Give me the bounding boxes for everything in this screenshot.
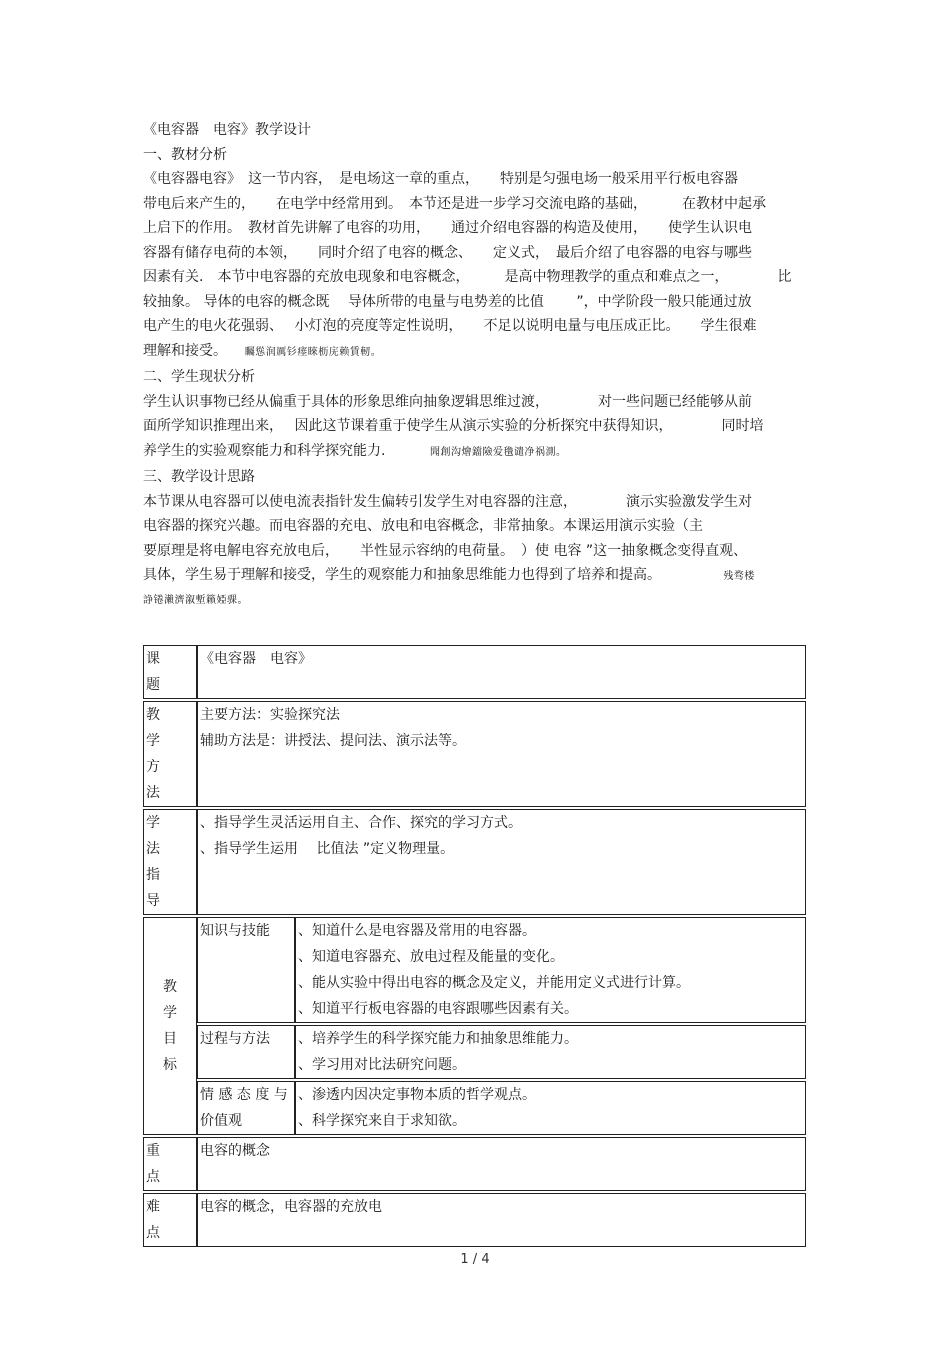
label-char: 法 xyxy=(146,841,160,857)
method-line: 主要方法：实验探究法 xyxy=(200,707,340,723)
s1-line: 带电后来产生的， 在电学中经常用到。 本节还是进一步学习交流电路的基础， 在教材中起承 xyxy=(143,195,766,212)
s3-garbled-text-1: 残骛楼 xyxy=(723,571,755,582)
label-char: 指 xyxy=(146,867,160,883)
label-char: 学 xyxy=(163,1005,177,1021)
s3-line: 本节课从电容器可以使电流表指针发生偏转引发学生对电容器的注意， 演示实验激发学生对 xyxy=(143,493,752,510)
goal-item: 、渗透内因决定事物本质的哲学观点。 xyxy=(298,1087,536,1103)
label-char: 题 xyxy=(146,677,160,693)
s1-last-text: 理解和接受。 xyxy=(143,342,227,359)
s1-line: 上启下的作用。 教材首先讲解了电容的功用， 通过介绍电容器的构造及使用， 使学生认识电 xyxy=(143,220,752,236)
s1-line: 较抽象。 导体的电容的概念既 导体所带的电量与电势差的比值 ”，中学阶段一般只能通过放 xyxy=(143,293,752,310)
s2-line: 学生认识事物已经从偏重于具体的形象思维向抽象逻辑思维过渡， 对一些问题已经能够从前 xyxy=(143,393,752,410)
goal-items-process xyxy=(295,1025,806,1079)
s3-last-text: 具体，学生易于理解和接受，学生的观察能力和抽象思维能力也得到了培养和提高。 xyxy=(143,567,661,583)
section-3-heading: 三、教学设计思路 xyxy=(143,469,255,485)
goal-items-knowledge xyxy=(295,917,806,1023)
goal-item: 、培养学生的科学探究能力和抽象思维能力。 xyxy=(298,1031,578,1047)
row-label-topic xyxy=(143,645,197,699)
s2-last-line xyxy=(143,439,808,466)
s3-line: 要原理是将电解电容充放电后， 半性显示容纳的电荷量。 ）使 电容 ”这一抽象概念变得直观、 xyxy=(143,542,748,559)
label-char: 法 xyxy=(146,785,160,801)
category-line: 情 感 态 度 与 xyxy=(200,1087,288,1103)
label-char: 教 xyxy=(163,979,177,995)
s2-last-text: 养学生的实验观察能力和科学探究能力. xyxy=(143,442,386,459)
table-row-study-guidance xyxy=(143,809,806,915)
label-char: 导 xyxy=(146,893,160,909)
goal-item: 、知道什么是电容器及常用的电容器。 xyxy=(298,923,536,939)
s1-line: 因素有关. 本节中电容器的充放电现象和电容概念， 是高中物理教学的重点和难点之一， 比 xyxy=(143,269,792,285)
guidance-line: 、指导学生运用 比值法 ”定义物理量。 xyxy=(200,841,455,857)
s1-line: 《电容器电容》 这一节内容， 是电场这一章的重点， 特别是匀强电场一般采用平行板电容器 xyxy=(143,171,738,187)
s1-line: 容器有储存电荷的本领， 同时介绍了电容的概念、 定义式， 最后介绍了电容器的电容与哪些 xyxy=(143,244,752,261)
goal-item: 、知道平行板电容器的电容跟哪些因素有关。 xyxy=(298,1001,578,1017)
page-number: 1 / 4 xyxy=(460,1252,490,1267)
s1-line: 电产生的电火花强弱、 小灯泡的亮度等定性说明， 不足以说明电量与电压成正比。 学生很难 xyxy=(143,318,757,334)
document-body xyxy=(143,118,808,610)
label-char: 重 xyxy=(146,1143,160,1159)
goal-items-attitude xyxy=(295,1081,806,1135)
doc-title: 《电容器 电容》教学设计 xyxy=(143,122,311,138)
row-label-teaching-goals xyxy=(143,917,197,1135)
label-char: 学 xyxy=(146,815,160,831)
goal-category-knowledge: 知识与技能 xyxy=(197,917,295,1023)
table-row-goal-knowledge xyxy=(143,917,806,1023)
s2-garbled-text: 聞創沟燴鐺險爱氇谴净祸測。 xyxy=(429,446,567,458)
difficulty-content: 电容的概念，电容器的充放电 xyxy=(197,1193,806,1247)
table-row-difficulty xyxy=(143,1193,806,1247)
table-row-topic xyxy=(143,645,806,699)
goal-item: 、科学探究来自于求知欲。 xyxy=(298,1113,466,1129)
goal-category-attitude xyxy=(197,1081,295,1135)
row-label-study-guidance xyxy=(143,809,197,915)
method-line: 辅助方法是：讲授法、提问法、演示法等。 xyxy=(200,733,466,749)
label-char: 教 xyxy=(146,707,160,723)
label-char: 学 xyxy=(146,733,160,749)
s3-garbled-text-2: 諍锩瀨濟溆塹籟婭骒。 xyxy=(143,594,248,606)
key-point-content: 电容的概念 xyxy=(197,1137,806,1191)
s1-garbled-text: 矚慫润厲钐瘗睞枥庑赖賃軔。 xyxy=(244,346,382,358)
s3-last-line xyxy=(143,563,808,590)
study-guidance-content xyxy=(197,809,806,915)
label-char: 方 xyxy=(146,759,160,775)
topic-content: 《电容器 电容》 xyxy=(197,645,806,699)
teaching-method-content xyxy=(197,701,806,807)
category-line: 价值观 xyxy=(200,1113,242,1129)
goal-item: 、知道电容器充、放电过程及能量的变化。 xyxy=(298,949,564,965)
label-char: 课 xyxy=(146,651,160,667)
s3-garbled-line xyxy=(143,590,808,610)
label-char: 点 xyxy=(146,1169,160,1185)
label-char: 点 xyxy=(146,1225,160,1241)
row-label-difficulty xyxy=(143,1193,197,1247)
table-row-key-point xyxy=(143,1137,806,1191)
s2-line: 面所学知识推理出来， 因此这节课着重于使学生从演示实验的分析探究中获得知识， 同时培 xyxy=(143,418,764,434)
lesson-plan-table xyxy=(143,643,806,1249)
label-char: 难 xyxy=(146,1199,160,1215)
table-row-goal-attitude xyxy=(143,1081,806,1135)
table-row-teaching-method xyxy=(143,701,806,807)
goal-item: 、学习用对比法研究问题。 xyxy=(298,1057,466,1073)
label-char: 目 xyxy=(163,1031,177,1047)
table-row-goal-process xyxy=(143,1025,806,1079)
goal-category-process: 过程与方法 xyxy=(197,1025,295,1079)
label-char: 标 xyxy=(163,1057,177,1073)
section-2-heading: 二、学生现状分析 xyxy=(143,369,255,385)
goal-item: 、能从实验中得出电容的概念及定义，并能用定义式进行计算。 xyxy=(298,975,690,991)
s3-line: 电容器的探究兴趣。而电容器的充电、放电和电容概念，非常抽象。本课运用演示实验（主 xyxy=(143,518,703,534)
row-label-key-point xyxy=(143,1137,197,1191)
row-label-teaching-method xyxy=(143,701,197,807)
s1-last-line xyxy=(143,339,808,366)
guidance-line: 、指导学生灵活运用自主、合作、探究的学习方式。 xyxy=(200,815,522,831)
section-1-heading: 一、教材分析 xyxy=(143,146,227,163)
